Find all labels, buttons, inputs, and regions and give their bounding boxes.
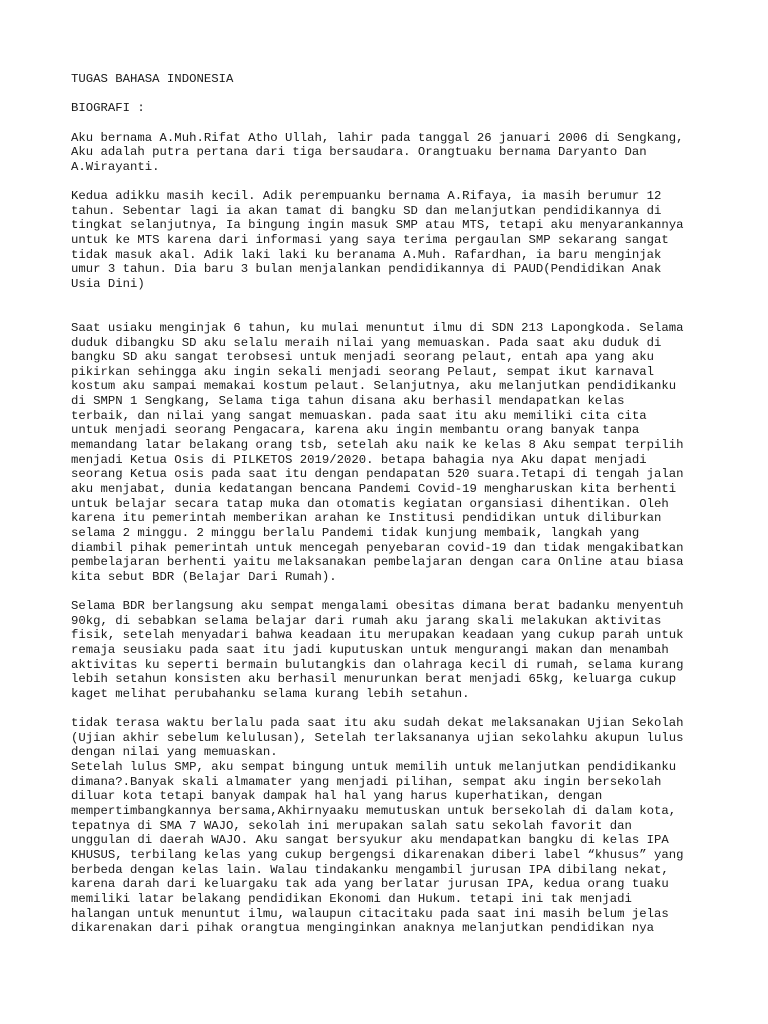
paragraph-line: Aku adalah putra pertana dari tiga bersaudara. Orangtuaku bernama Daryanto Dan	[71, 145, 647, 160]
paragraph-line: tidak terasa waktu berlalu pada saat itu aku sudah dekat melaksanakan Ujian Sekolah	[71, 716, 684, 731]
paragraph-line: pikirkan sehingga aku ingin sekali menjadi seorang Pelaut, sempat ikut karnaval	[71, 364, 654, 379]
paragraph-line: kostum aku sampai memakai kostum pelaut. Selanjutnya, aku melanjutkan pendidikanku	[71, 379, 677, 394]
paragraph-line: berbeda dengan kelas lain. Walau tindakanku mengambil jurusan IPA dibilang nekat,	[71, 862, 669, 877]
paragraph-line: duduk dibangku SD aku selalu meraih nilai yang memuaskan. Pada saat aku duduk di	[71, 335, 662, 350]
paragraph-line: memandang latar belakang orang tsb, setelah aku naik ke kelas 8 Aku sempat terpilih	[71, 438, 684, 453]
paragraph-line: tahun. Sebentar lagi ia akan tamat di bangku SD dan melanjutkan pendidikannya di	[71, 203, 662, 218]
blank-line	[71, 584, 711, 599]
paragraph-line: Setelah lulus SMP, aku sempat bingung untuk memilih untuk melanjutkan pendidikanku	[71, 760, 677, 775]
paragraph-line: kita sebut BDR (Belajar Dari Rumah).	[71, 569, 337, 584]
paragraph-line: bangku SD aku sangat terobsesi untuk menjadi seorang pelaut, entah apa yang aku	[71, 350, 654, 365]
section-heading: BIOGRAFI :	[71, 101, 145, 116]
blank-line	[71, 292, 711, 307]
paragraph-line: diluar kota tetapi banyak dampak hal hal yang harus kuperhatikan, dengan	[71, 789, 603, 804]
paragraph-line: (Ujian akhir sebelum kelulusan), Setelah terlaksananya ujian sekolahku akupun lulus	[71, 730, 684, 745]
blank-line	[71, 174, 711, 189]
paragraph-line: kaget melihat perubahanku selama kurang lebih setahun.	[71, 686, 470, 701]
paragraph-line: Selama BDR berlangsung aku sempat mengalami obesitas dimana berat badanku menyentuh	[71, 599, 684, 614]
paragraph-line: memiliki latar belakang pendidikan Ekonomi dan Hukum. tetapi ini tak menjadi	[71, 891, 632, 906]
paragraph-line: untuk menjadi seorang Pengacara, karena aku ingin membantu orang banyak tanpa	[71, 423, 640, 438]
paragraph-line: Kedua adikku masih kecil. Adik perempuanku bernama A.Rifaya, ia masih berumur 12	[71, 189, 662, 204]
document-title: TUGAS BAHASA INDONESIA	[71, 72, 234, 86]
paragraph-line: umur 3 tahun. Dia baru 3 bulan menjalankan pendidikannya di PAUD(Pendidikan Anak	[71, 262, 662, 277]
paragraph-intro	[71, 131, 711, 175]
paragraph-line: tidak masuk akal. Adik laki laki ku beranama A.Muh. Rafardhan, ia baru menginjak	[71, 247, 662, 262]
blank-line	[71, 87, 711, 102]
paragraph-line: menjadi Ketua Osis di PILKETOS 2019/2020. betapa bahagia nya Aku dapat menjadi	[71, 452, 647, 467]
blank-line	[71, 306, 711, 321]
paragraph-line: pembelajaran berhenti yaitu melaksanakan pembelajaran dengan cara Online atau biasa	[71, 555, 684, 570]
paragraph-line: terbaik, dan nilai yang sangat memuaskan. pada saat itu aku memiliki cita cita	[71, 408, 647, 423]
paragraph-line: untuk ke MTS karena dari informasi yang saya terima pergaulan SMP sekarang sangat	[71, 233, 669, 248]
paragraph-line: A.Wirayanti.	[71, 159, 160, 174]
paragraph-line: 90kg, di sebabkan selama belajar dari rumah aku jarang skali melakukan aktivitas	[71, 613, 662, 628]
paragraph-line: Saat usiaku menginjak 6 tahun, ku mulai menuntut ilmu di SDN 213 Lapongkoda. Selama	[71, 320, 684, 335]
paragraph-high-school	[71, 716, 711, 936]
paragraph-line: seorang Ketua osis pada saat itu dengan pendapatan 520 suara.Tetapi di tengah jalan	[71, 467, 684, 482]
paragraph-line: aku menjabat, dunia kedatangan bencana Pandemi Covid-19 mengharuskan kita berhenti	[71, 481, 677, 496]
paragraph-line: mempertimbangkannya bersama,Akhirnyaaku memutuskan untuk bersekolah di dalam kota,	[71, 804, 677, 819]
paragraph-siblings	[71, 189, 711, 291]
paragraph-school-years	[71, 321, 711, 585]
paragraph-line: aktivitas ku seperti bermain bulutangkis dan olahraga kecil di rumah, selama kurang	[71, 657, 684, 672]
paragraph-line: tepatnya di SMA 7 WAJO, sekolah ini merupakan salah satu sekolah favorit dan	[71, 818, 632, 833]
document-body	[71, 72, 711, 936]
paragraph-line: fisik, setelah menyadari bahwa keadaan itu merupakan keadaan yang cukup parah untuk	[71, 628, 684, 643]
paragraph-line: remaja seusiaku pada saat itu jadi kuputuskan untuk mengurangi makan dan menambah	[71, 642, 669, 657]
paragraph-line: tingkat selanjutnya, Ia bingung ingin masuk SMP atau MTS, tetapi aku menyarankannya	[71, 218, 684, 233]
paragraph-line: Usia Dini)	[71, 276, 145, 291]
paragraph-line: di SMPN 1 Sengkang, Selama tiga tahun disana aku berhasil mendapatkan kelas	[71, 394, 625, 409]
paragraph-line: selama 2 minggu. 2 minggu berlalu Pandemi tidak kunjung membaik, langkah yang	[71, 525, 640, 540]
paragraph-line: dimana?.Banyak skali almamater yang menjadi pilihan, sempat aku ingin bersekolah	[71, 774, 662, 789]
paragraph-line: karena itu pemerintah memberikan arahan ke Institusi pendidikan untuk diliburkan	[71, 511, 662, 526]
paragraph-line: KHUSUS, terbilang kelas yang cukup bergengsi dikarenakan diberi label “khusus” yang	[71, 847, 684, 862]
paragraph-line: lebih setahun konsisten aku berhasil menurunkan berat menjadi 65kg, keluarga cukup	[71, 672, 677, 687]
paragraph-line: karena darah dari keluargaku tak ada yang berlatar jurusan IPA, kedua orang tuaku	[71, 877, 669, 892]
paragraph-line: dikarenakan dari pihak orangtua menginginkan anaknya melanjutkan pendidikan nya	[71, 921, 654, 936]
paragraph-line: Aku bernama A.Muh.Rifat Atho Ullah, lahir pada tanggal 26 januari 2006 di Sengkang,	[71, 130, 684, 145]
blank-line	[71, 116, 711, 131]
paragraph-line: unggulan di daerah WAJO. Aku sangat bersyukur aku mendapatkan bangku di kelas IPA	[71, 833, 669, 848]
blank-line	[71, 702, 711, 717]
paragraph-line: diambil pihak pemerintah untuk mencegah penyebaran covid-19 dan tidak mengakibatkan	[71, 540, 684, 555]
paragraph-line: halangan untuk menuntut ilmu, walaupun citacitaku pada saat ini masih belum jelas	[71, 906, 669, 921]
paragraph-line: untuk belajar secara tatap muka dan otomatis kegiatan organsiasi dihentikan. Oleh	[71, 496, 669, 511]
paragraph-line: dengan nilai yang memuaskan.	[71, 745, 278, 760]
paragraph-bdr	[71, 599, 711, 701]
